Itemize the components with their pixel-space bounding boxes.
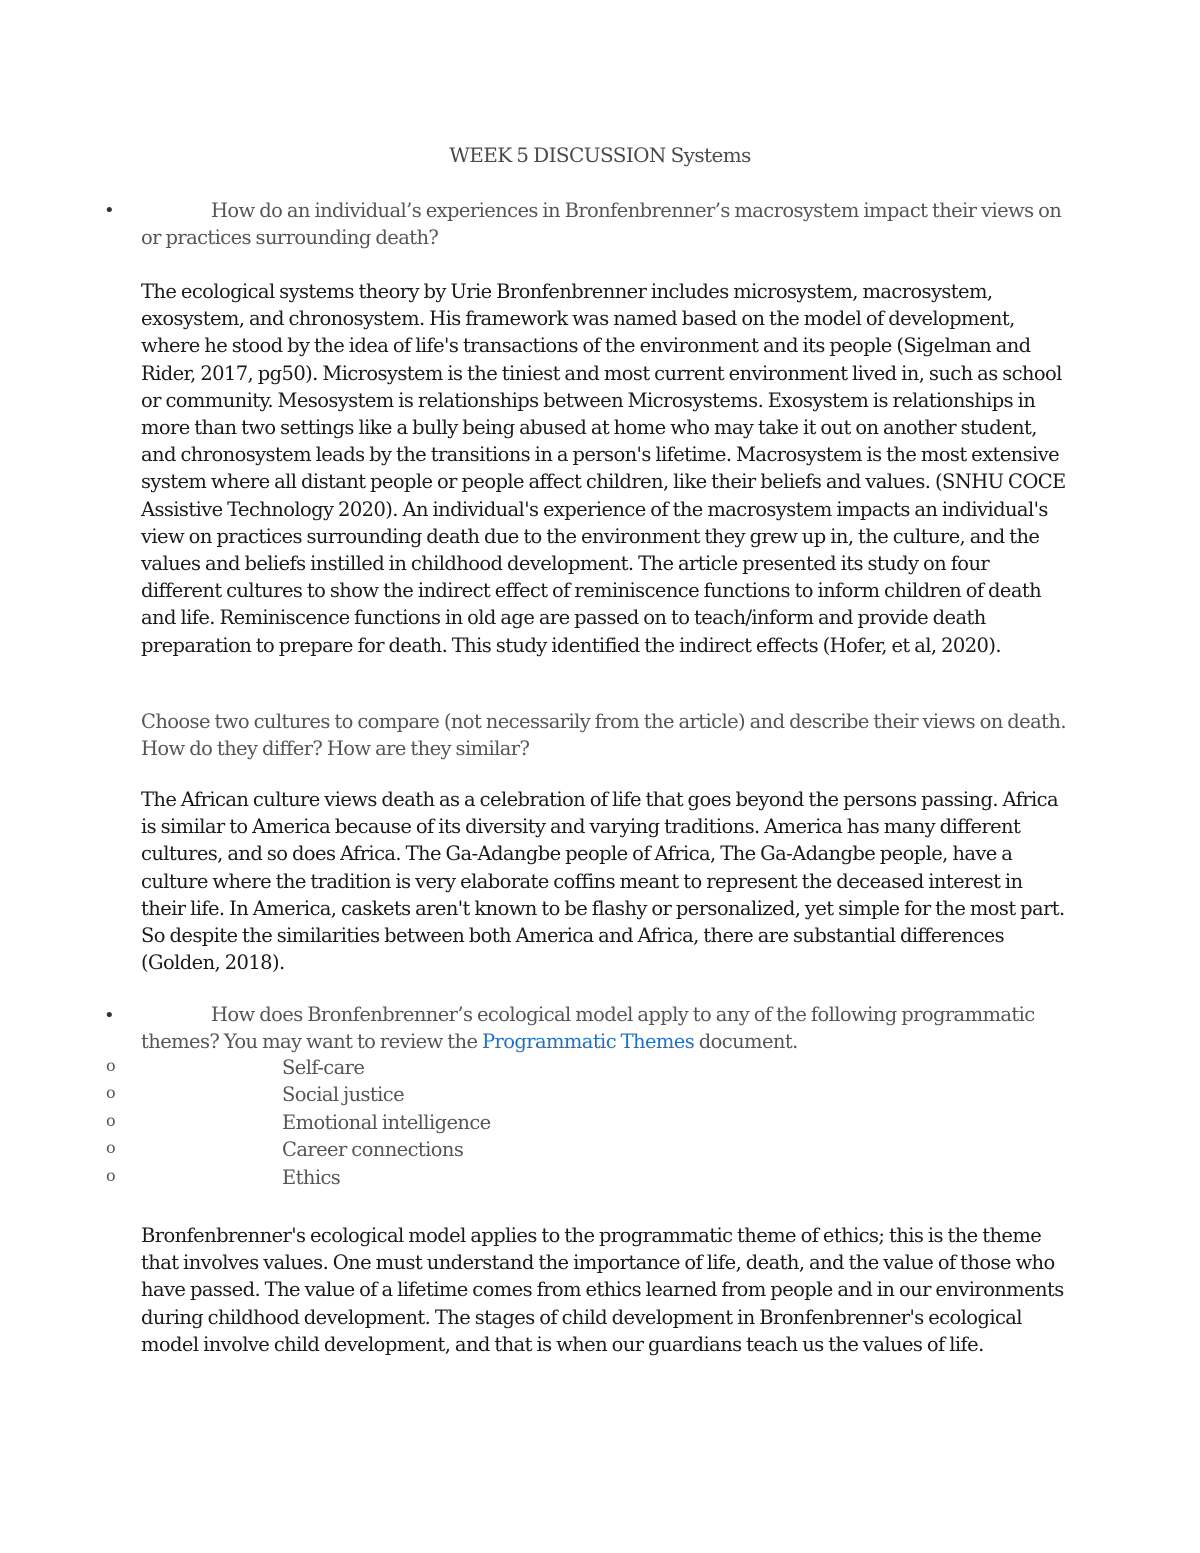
theme-label: Self-care — [282, 1056, 365, 1079]
circle-bullet-icon: o — [106, 1138, 116, 1157]
question-3-text-end: document. — [694, 1030, 798, 1054]
question-2: Choose two cultures to compare (not necessarily from the article) and describe their views on death. How do they differ? How are they similar? — [141, 710, 1066, 761]
circle-bullet-icon: o — [106, 1056, 116, 1075]
circle-bullet-icon: o — [106, 1083, 116, 1102]
circle-bullet-icon: o — [106, 1111, 116, 1130]
question-1 — [141, 197, 1071, 251]
theme-label: Ethics — [282, 1166, 341, 1189]
bullet-marker: • — [104, 200, 115, 221]
question-1-text: How do an individual’s experiences in Bronfenbrenner’s macrosystem impact their views on or practices surrounding death? — [141, 199, 1062, 250]
question-3 — [141, 1001, 1071, 1055]
bullet-marker: • — [104, 1005, 115, 1026]
answer-3: Bronfenbrenner's ecological model applies to the programmatic theme of ethics; this is the theme that involves values. One must understand the importance of life, death, and the value of those who have passed. The value of a lifetime comes from ethics learned from people and in our environments during childhood development. The stages of child development in Bronfenbrenner's ecological model involve child development, and that is when our guardians teach us the values of life. — [141, 1224, 1064, 1356]
document-title: WEEK 5 DISCUSSION Systems — [449, 143, 751, 167]
answer-1: The ecological systems theory by Urie Bronfenbrenner includes microsystem, macrosystem, exosystem, and chronosystem. His framework was named based on the model of development, where he stood by the idea of life's transactions of the environment and its people (Sigelman and Rider, 2017, pg50). Microsystem is the tiniest and most current environment lived in, such as school or community. Mesosystem is relationships between Microsystems. Exosystem is relationships in more than two settings like a bully being abused at home who may take it out on another student, and chronosystem leads by the transitions in a person's lifetime. Macrosystem is the most extensive system where all distant people or people affect children, like their beliefs and values. (SNHU COCE Assistive Technology 2020). An individual's experience of the macrosystem impacts an individual's view on practices surrounding death due to the environment they grew up in, the culture, and the values and beliefs instilled in childhood development. The article presented its study on four different cultures to show the indirect effect of reminiscence functions to inform children of death and life. Reminiscence functions in old age are passed on to teach/inform and provide death preparation to prepare for death. This study identified the indirect effects (Hofer, et al, 2020). — [141, 280, 1066, 657]
answer-2: The African culture views death as a celebration of life that goes beyond the persons passing. Africa is similar to America because of its diversity and varying traditions. America has many different cultures, and so does Africa. The Ga-Adangbe people of Africa, The Ga-Adangbe people, have a culture where the tradition is very elaborate coffins meant to represent the deceased interest in their life. In America, caskets aren't known to be flashy or personalized, yet simple for the most part. So despite the similarities between both America and Africa, there are substantial differences (Golden, 2018). — [141, 788, 1065, 975]
question-3-text: How does Bronfenbrenner’s ecological model apply to any of the following programmatic themes? You may want to review the — [141, 1003, 1035, 1054]
programmatic-themes-link[interactable]: Programmatic Themes — [482, 1030, 695, 1054]
theme-label: Social justice — [282, 1083, 405, 1106]
theme-label: Career connections — [282, 1138, 464, 1161]
circle-bullet-icon: o — [106, 1166, 116, 1185]
theme-label: Emotional intelligence — [282, 1111, 491, 1134]
